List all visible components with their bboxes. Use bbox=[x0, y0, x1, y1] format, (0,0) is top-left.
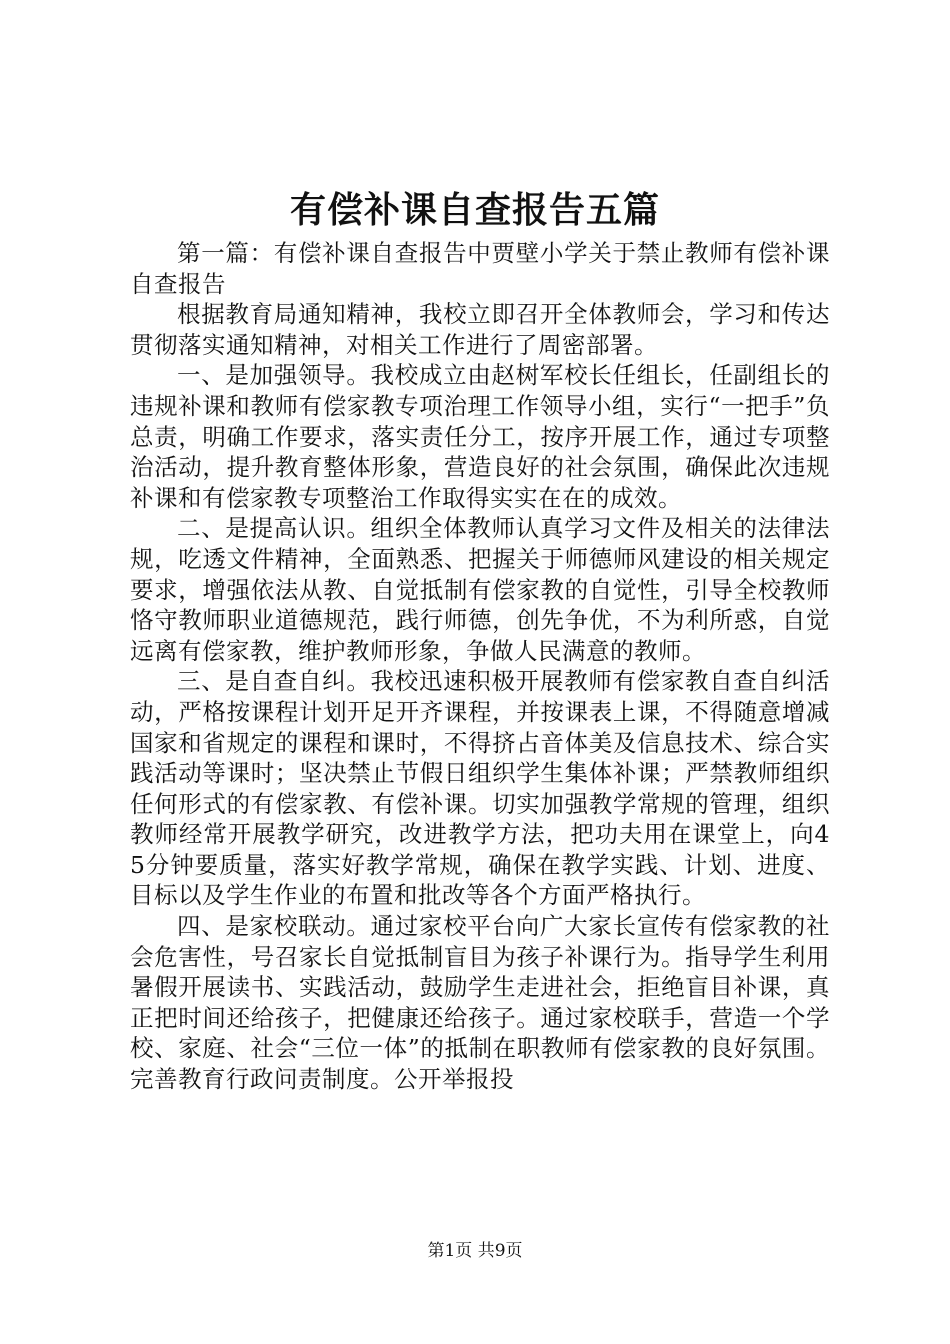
paragraph-awareness: 二、是提高认识。组织全体教师认真学习文件及相关的法律法规，吃透文件精神，全面熟悉、把握关于师德师风建设的相关规定要求，增强依法从教、自觉抵制有偿家教的自觉性，引导全校教师恪守教师职业道德规范，践行师德，创先争优，不为利所惑，自觉远离有偿家教，维护教师形象，争做人民满意的教师。 bbox=[130, 514, 830, 665]
paragraph-intro-heading: 第一篇：有偿补课自查报告中贾壁小学关于禁止教师有偿补课自查报告 bbox=[130, 239, 830, 298]
page-number-footer: 第1页 共9页 bbox=[427, 1241, 523, 1261]
document-title: 有偿补课自查报告五篇 bbox=[289, 189, 660, 231]
paragraph-background: 根据教育局通知精神，我校立即召开全体教师会，学习和传达贯彻落实通知精神，对相关工作进行了周密部署。 bbox=[130, 300, 830, 359]
paragraph-leadership: 一、是加强领导。我校成立由赵树军校长任组长，任副组长的违规补课和教师有偿家教专项治理工作领导小组，实行“一把手”负总责，明确工作要求，落实责任分工，按序开展工作，通过专项整治活动，提升教育整体形象，营造良好的社会氛围，确保此次违规补课和有偿家教专项整治工作取得实实在在的成效。 bbox=[130, 361, 830, 512]
document-body bbox=[130, 238, 830, 1095]
paragraph-home-school: 四、是家校联动。通过家校平台向广大家长宣传有偿家教的社会危害性，号召家长自觉抵制盲目为孩子补课行为。指导学生利用暑假开展读书、实践活动，鼓励学生走进社会，拒绝盲目补课，真正把时间还给孩子，把健康还给孩子。通过家校联手，营造一个学校、家庭、社会“三位一体”的抵制在职教师有偿家教的良好氛围。完善教育行政问责制度。公开举报投 bbox=[130, 912, 830, 1094]
paragraph-self-inspection: 三、是自查自纠。我校迅速积极开展教师有偿家教自查自纠活动，严格按课程计划开足开齐课程，并按课表上课，不得随意增减国家和省规定的课程和课时，不得挤占音体美及信息技术、综合实践活动等课时；坚决禁止节假日组织学生集体补课；严禁教师组织任何形式的有偿家教、有偿补课。切实加强教学常规的管理，组织教师经常开展教学研究，改进教学方法，把功夫用在课堂上，向45分钟要质量，落实好教学常规，确保在教学实践、计划、进度、目标以及学生作业的布置和批改等各个方面严格执行。 bbox=[130, 667, 830, 910]
